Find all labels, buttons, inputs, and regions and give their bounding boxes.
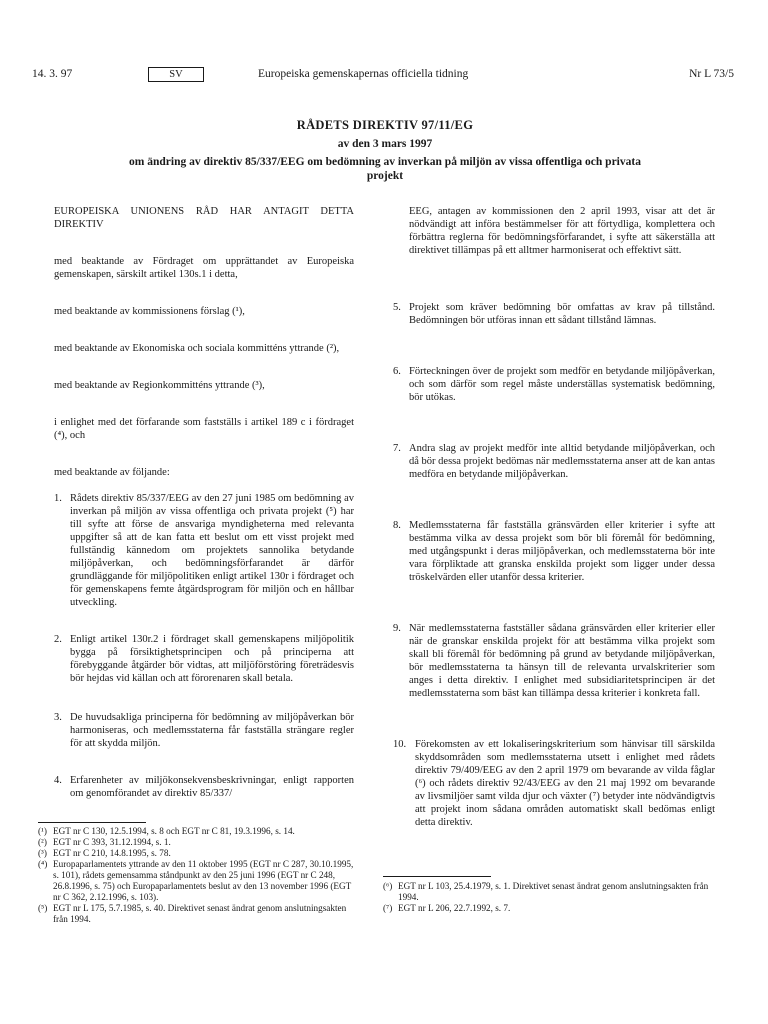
- recital-number: 5.: [393, 302, 401, 313]
- footnote-text: Europaparlamentets yttrande av den 11 oktober 1995 (EGT nr C 287, 30.10.1995, s. 101), rådets gemensamma ståndpunkt av den 25 juni 1996 (EGT nr C 248, 26.8.1996, s. 75) och Europaparlamentets beslut av den 13 november 1996 (EGT nr C 362, 2.12.1996, s. 103).: [53, 859, 354, 902]
- recital-item: [54, 774, 354, 800]
- page-number: Nr L 73/5: [689, 68, 734, 80]
- recital-item: [393, 622, 715, 700]
- recital-text: Förekomsten av ett lokaliseringskriterium som hänvisar till särskilda skyddsområden som medlemsstaterna utsett i enlighet med rådets direktiv 79/409/EEG av den 2 april 1979 om bevarande av vilda fåglar (⁶) och rådets direktiv 92/43/EEG av den 21 maj 1992 om bevarande av livsmiljöer samt vilda djur och växter (⁷) betyder inte nödvändigtvis att projekt inom sådana områden automatiskt skall bedömas enligt detta direktiv.: [415, 739, 715, 828]
- recital-item: [54, 711, 354, 750]
- recital-continuation: EEG, antagen av kommissionen den 2 april 1993, visar att det är nödvändigt att införa bestämmelser för att förtydliga, komplettera och förbättra reglerna för bedömningsförfarandet, i syfte att säkerställa att direktivet tillämpas på ett alltmer harmoniserat och effektivt sätt.: [409, 206, 715, 256]
- recital-number: 6.: [393, 366, 401, 377]
- footnote-text: EGT nr L 103, 25.4.1979, s. 1. Direktivet senast ändrat genom anslutningsakten från 1994.: [398, 881, 709, 902]
- journal-title: Europeiska gemenskapernas officiella tidning: [258, 68, 469, 80]
- citation: med beaktande av Fördraget om upprättandet av Europeiska gemenskapen, särskilt artikel 130s.1 i detta,: [54, 256, 354, 280]
- directive-subject: om ändring av direktiv 85/337/EEG om bedömning av inverkan på miljön av vissa offentliga och privata projekt: [129, 156, 641, 182]
- citation: med beaktande av följande:: [54, 467, 170, 478]
- recital-text: Enligt artikel 130r.2 i fördraget skall gemenskapens miljöpolitik bygga på försiktighetsprincipen och på principerna att förebyggande åtgärder bör vidtas, att miljöförstöring företrädesvis bör hejdas vid källan och att förorenaren skall betala.: [70, 634, 354, 684]
- recital-item: [393, 519, 715, 584]
- recital-item: [54, 492, 354, 609]
- footnote-mark: (⁵): [38, 903, 48, 913]
- enacting-formula: EUROPEISKA UNIONENS RÅD HAR ANTAGIT DETTA DIREKTIV: [54, 206, 354, 230]
- recital-text: Projekt som kräver bedömning bör omfattas av krav på tillstånd. Bedömningen bör utföras innan ett sådant tillstånd lämnas.: [409, 302, 715, 326]
- footnote-mark: (²): [38, 837, 47, 847]
- recital-item: [54, 633, 354, 685]
- footnote-text: EGT nr C 130, 12.5.1994, s. 8 och EGT nr C 81, 19.3.1996, s. 14.: [53, 826, 295, 836]
- footnote-mark: (⁶): [383, 881, 393, 891]
- directive-number: RÅDETS DIREKTIV 97/11/EG: [296, 118, 474, 132]
- recital-number: 3.: [54, 712, 62, 723]
- citation: i enlighet med det förfarande som fastställs i artikel 189 c i fördraget (⁴), och: [54, 417, 354, 441]
- recital-number: 4.: [54, 775, 62, 786]
- citation: med beaktande av Ekonomiska och sociala kommitténs yttrande (²),: [54, 343, 340, 354]
- recital-text: Medlemsstaterna får fastställa gränsvärden eller kriterier i syfte att bestämma vilka av dessa projekt som bör bli föremål för bedömning, med utgångspunkt i deras miljöpåverkan, och medlemsstaterna bör inte vara förpliktade att granska enskilda projekt som ligger under dessa tröskelvärden eller utanför dessa kriterier.: [409, 520, 715, 583]
- recital-text: Erfarenheter av miljökonsekvensbeskrivningar, enligt rapporten om genomförandet av direktiv 85/337/: [70, 775, 354, 799]
- recital-item: [393, 442, 715, 481]
- language-badge: SV: [148, 67, 204, 82]
- footnote: [383, 903, 715, 914]
- citation: med beaktande av Regionkommitténs yttrande (³),: [54, 380, 265, 391]
- recital-text: De huvudsakliga principerna för bedömning av miljöpåverkan bör harmoniseras, och medlemsstaterna får fastställa strängare regler för att skydda miljön.: [70, 712, 354, 749]
- header-date: 14. 3. 97: [32, 68, 73, 80]
- recital-number: 2.: [54, 634, 62, 645]
- footnote: [38, 826, 358, 837]
- footnote: [38, 848, 358, 859]
- footnote: [38, 859, 358, 903]
- left-column: [54, 205, 354, 800]
- recital-item: [393, 738, 715, 829]
- directive-title: [120, 118, 650, 183]
- citation: med beaktande av kommissionens förslag (¹),: [54, 306, 245, 317]
- right-footnotes: [383, 881, 715, 914]
- recital-number: 1.: [54, 493, 62, 504]
- footnote-divider: [38, 822, 146, 823]
- footnote-mark: (³): [38, 848, 47, 858]
- right-column: [393, 205, 715, 829]
- recital-item: [393, 365, 715, 404]
- recital-text: Förteckningen över de projekt som medför en betydande miljöpåverkan, och som därför som regel måste underställas systematisk bedömning, bör utökas.: [409, 366, 715, 403]
- recital-number: 9.: [393, 623, 401, 634]
- footnote-text: EGT nr C 393, 31.12.1994, s. 1.: [53, 837, 171, 847]
- footnote-text: EGT nr C 210, 14.8.1995, s. 78.: [53, 848, 171, 858]
- recital-number: 10.: [393, 739, 407, 750]
- left-footnotes: [38, 826, 358, 925]
- footnote-mark: (⁷): [383, 903, 393, 913]
- recital-text: När medlemsstaterna fastställer sådana gränsvärden eller kriterier eller när de granskar enskilda projekt för att bestämma vilka projekt som skall bli föremål för bedömning på grund av betydande miljöpåverkan, bör medlemsstaterna ta hänsyn till de relevanta urvalskriterier som anges i detta direktiv. I enlighet med subsidiaritetsprincipen är det medlemsstaterna som bäst kan tillämpa dessa kriterier i konkreta fall.: [409, 623, 715, 699]
- footnote-text: EGT nr L 206, 22.7.1992, s. 7.: [398, 903, 511, 913]
- footnote: [38, 837, 358, 848]
- page-header: [32, 68, 734, 84]
- footnote-divider: [383, 876, 491, 877]
- recital-number: 8.: [393, 520, 401, 531]
- footnote-text: EGT nr L 175, 5.7.1985, s. 40. Direktivet senast ändrat genom anslutningsakten från 1994.: [53, 903, 347, 924]
- footnote-mark: (¹): [38, 826, 47, 836]
- recital-text: Andra slag av projekt medför inte alltid betydande miljöpåverkan, och då bör dessa projekt bedömas när medlemsstaterna anser att de kan antas medföra en betydande miljöpåverkan.: [409, 443, 715, 480]
- footnote: [38, 903, 358, 925]
- footnote-mark: (⁴): [38, 859, 48, 869]
- footnote: [383, 881, 715, 903]
- recital-number: 7.: [393, 443, 401, 454]
- directive-date: av den 3 mars 1997: [337, 138, 433, 150]
- recital-text: Rådets direktiv 85/337/EEG av den 27 juni 1985 om bedömning av inverkan på miljön av vissa offentliga och privata projekt (⁵) har till syfte att förse de ansvariga myndigheterna med relevanta uppgifter så att de kan fatta ett beslut om ett visst projekt med fullständig kännedom om projektets sannolika betydande miljöpåverkan, och bedömningsförfarandet är därför grundläggande för miljöpolitiken enligt artikel 130r i fördraget och för gemenskapens femte åtgärdsprogram för miljön och en hållbar utveckling.: [70, 493, 354, 608]
- recital-item: [393, 301, 715, 327]
